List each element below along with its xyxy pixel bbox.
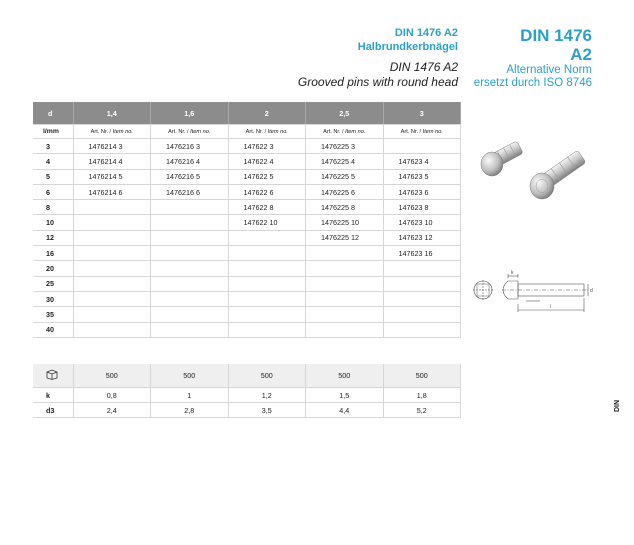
dim-k-label: k [511,270,514,276]
table-row [33,184,461,199]
pack-qty-cell: 500 [73,364,151,388]
table-row [33,261,461,276]
article-number-cell: 1476214 4 [73,154,151,169]
item-label: Item no. [190,128,211,135]
article-number-cell [151,322,229,337]
article-number-cell [306,307,384,322]
pin-left [481,141,523,176]
article-number-cell [151,291,229,306]
length-cell: 35 [33,307,73,322]
table-row [33,246,461,261]
pack-qty-cell: 500 [151,364,229,388]
article-number-cell: 147623 6 [383,184,461,199]
standard-title: DIN 1476 [520,26,592,45]
table-row [33,169,461,184]
replacement-note: ersetzt durch ISO 8746 [473,77,592,89]
article-number-cell: 1476225 5 [306,169,384,184]
item-label: Item no. [345,128,366,135]
length-cell: 16 [33,246,73,261]
diameter-header: 2,5 [306,102,384,125]
length-cell: 20 [33,261,73,276]
table-row [33,154,461,169]
article-number-cell [73,276,151,291]
article-number-cell: 1476225 8 [306,200,384,215]
article-number-cell: 1476225 6 [306,184,384,199]
length-cell: 4 [33,154,73,169]
article-number-cell: 147622 10 [228,215,306,230]
article-number-cell [151,215,229,230]
spec-table [33,364,461,418]
article-number-cell [151,276,229,291]
item-label: Item no. [112,128,133,135]
article-number-cell [151,261,229,276]
article-number-cell [306,322,384,337]
article-number-cell [306,261,384,276]
article-number-cell [228,276,306,291]
dim-d-label: d [590,288,593,294]
article-number-cell [73,215,151,230]
article-number-cell: 147623 5 [383,169,461,184]
dim-l-label: l [550,304,552,310]
k-cell: 1,8 [383,388,461,403]
art-label: Art. Nr. / [245,128,268,135]
d3-row [33,403,461,418]
article-number-cell: 1476216 5 [151,169,229,184]
length-cell: 12 [33,230,73,245]
article-number-cell: 1476216 6 [151,184,229,199]
art-label: Art. Nr. / [400,128,423,135]
title-block [298,26,458,90]
technical-drawing [468,268,598,318]
alt-norm-label: Alternative Norm [506,64,592,76]
article-number-cell: 1476214 5 [73,169,151,184]
article-number-cell: 147623 16 [383,246,461,261]
d-header: d [33,102,73,125]
k-row [33,388,461,403]
article-number-cell: 1476214 6 [73,184,151,199]
length-cell: 30 [33,291,73,306]
article-number-header [383,125,461,139]
article-number-cell: 147622 6 [228,184,306,199]
article-number-cell [73,322,151,337]
article-number-cell: 147622 8 [228,200,306,215]
article-number-cell: 1476216 4 [151,154,229,169]
k-cell: 1,2 [228,388,306,403]
art-label: Art. Nr. / [323,128,346,135]
article-number-cell [228,322,306,337]
d3-cell: 5,2 [383,403,461,418]
article-number-cell [228,291,306,306]
article-number-cell [306,246,384,261]
article-label-row [33,125,461,139]
article-number-cell: 147623 12 [383,230,461,245]
pack-qty-cell: 500 [228,364,306,388]
article-number-cell [228,230,306,245]
article-number-cell [228,246,306,261]
title-en: DIN 1476 A2 [389,60,458,74]
article-number-cell: 1476225 4 [306,154,384,169]
article-number-cell [73,230,151,245]
article-number-header [228,125,306,139]
table-row [33,200,461,215]
package-icon [33,364,73,388]
art-label: Art. Nr. / [90,128,113,135]
standard-block [474,26,592,90]
d3-label: d3 [33,403,73,418]
article-number-header [306,125,384,139]
length-header: l/mm [33,125,73,139]
length-cell: 8 [33,200,73,215]
k-cell: 1,5 [306,388,384,403]
table-row [33,276,461,291]
article-number-cell [151,200,229,215]
table-row [33,307,461,322]
table-row [33,230,461,245]
pack-qty-cell: 500 [306,364,384,388]
length-cell: 3 [33,139,73,154]
article-number-cell: 147623 4 [383,154,461,169]
item-label: Item no. [422,128,443,135]
article-number-cell: 1476214 3 [73,139,151,154]
length-cell: 10 [33,215,73,230]
article-number-cell: 147622 5 [228,169,306,184]
article-number-cell [306,276,384,291]
item-label: Item no. [267,128,288,135]
article-number-cell: 147622 4 [228,154,306,169]
article-number-header [151,125,229,139]
article-number-cell [73,200,151,215]
length-cell: 25 [33,276,73,291]
article-number-cell [73,307,151,322]
side-tab-label: DIN [614,399,621,412]
article-number-cell [228,307,306,322]
diameter-header-row [33,102,461,125]
article-number-cell [151,246,229,261]
article-number-cell: 147623 10 [383,215,461,230]
standard-grade: A2 [570,45,592,64]
article-number-cell [383,291,461,306]
d3-cell: 3,5 [228,403,306,418]
d3-cell: 4,4 [306,403,384,418]
article-number-cell: 147623 8 [383,200,461,215]
article-number-cell [151,230,229,245]
product-photo [476,132,606,208]
k-cell: 0,8 [73,388,151,403]
article-number-cell [383,307,461,322]
subtitle-en: Grooved pins with round head [297,75,458,89]
article-number-cell: 147622 3 [228,139,306,154]
title-de: DIN 1476 A2 [394,27,458,39]
article-number-cell: 1476225 12 [306,230,384,245]
article-number-cell [151,307,229,322]
length-cell: 5 [33,169,73,184]
diameter-header: 2 [228,102,306,125]
diameter-header: 1,4 [73,102,151,125]
article-number-header [73,125,151,139]
table-row [33,291,461,306]
pack-qty-cell: 500 [383,364,461,388]
article-number-cell [383,261,461,276]
side-tab [611,398,625,412]
article-number-cell [306,291,384,306]
k-cell: 1 [151,388,229,403]
art-label: Art. Nr. / [168,128,191,135]
table-row [33,322,461,337]
table-row [33,139,461,154]
article-number-cell: 1476225 10 [306,215,384,230]
article-number-cell [383,139,461,154]
k-label: k [33,388,73,403]
diameter-header: 1,6 [151,102,229,125]
d3-cell: 2,8 [151,403,229,418]
pin-right [530,150,586,199]
subtitle-de: Halbrundkerbnägel [357,41,458,53]
article-number-cell [383,276,461,291]
article-number-cell [73,261,151,276]
article-number-cell [73,291,151,306]
length-cell: 6 [33,184,73,199]
article-table [33,102,461,338]
article-number-cell [383,322,461,337]
article-number-cell: 1476225 3 [306,139,384,154]
diameter-header: 3 [383,102,461,125]
d3-cell: 2,4 [73,403,151,418]
article-number-cell [228,261,306,276]
length-cell: 40 [33,322,73,337]
packaging-row [33,364,461,388]
table-row [33,215,461,230]
article-number-cell: 1476216 3 [151,139,229,154]
article-number-cell [73,246,151,261]
